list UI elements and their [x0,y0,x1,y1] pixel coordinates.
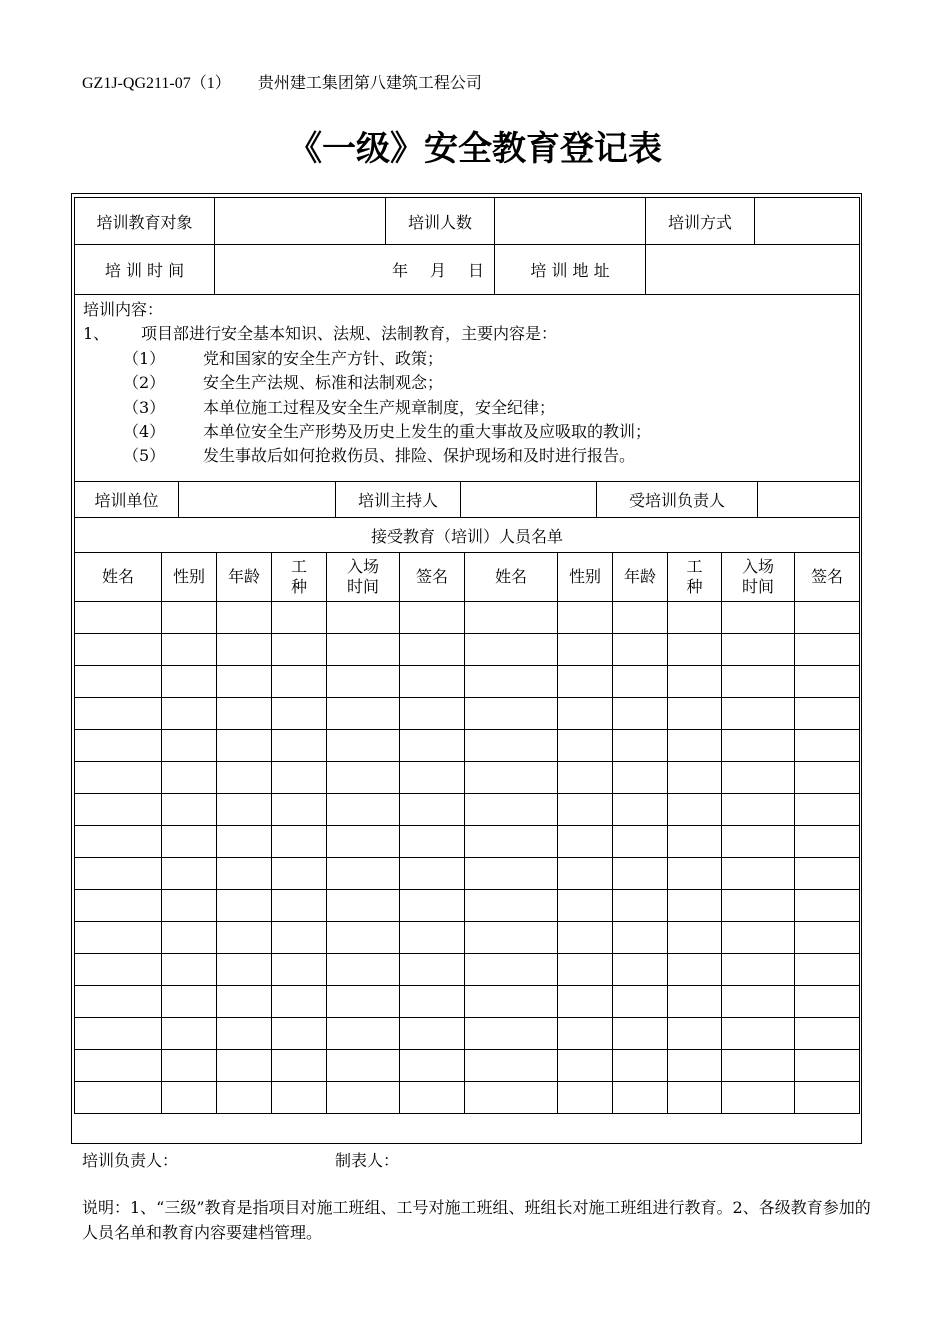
roster-cell[interactable] [400,698,465,730]
roster-cell[interactable] [327,1050,400,1082]
roster-cell[interactable] [795,922,860,954]
count-label: 培训人数 [386,198,495,245]
date-field[interactable] [215,245,495,295]
roster-cell[interactable] [217,826,272,858]
roster-cell[interactable] [162,762,217,794]
roster-cell[interactable] [465,986,558,1018]
roster-cell[interactable] [400,730,465,762]
content-subitem: （2） 安全生产法规、标准和法制观念； [123,373,444,393]
roster-cell[interactable] [465,890,558,922]
table-row [75,730,860,762]
page-title: 《一级》安全教育登记表 [288,129,662,169]
signature-line [82,1148,400,1171]
table-row [75,698,860,730]
roster-cell[interactable] [162,1050,217,1082]
roster-cell[interactable] [613,858,668,890]
roster-cell[interactable] [613,986,668,1018]
roster-cell[interactable] [217,1018,272,1050]
info-table [74,197,860,482]
roster-cell[interactable] [400,858,465,890]
roster-cell[interactable] [722,698,795,730]
content-subitem: （4） 本单位安全生产形势及历史上发生的重大事故及应吸取的教训； [123,422,652,442]
roster-cell[interactable] [722,634,795,666]
target-field[interactable] [215,198,386,245]
table-row [75,890,860,922]
roster-cell[interactable] [558,794,613,826]
roster-cell[interactable] [75,1082,162,1114]
roster-cell[interactable] [558,730,613,762]
roster-cell[interactable] [795,602,860,634]
responsible-label: 受培训负责人 [597,482,758,518]
roster-cell[interactable] [217,602,272,634]
roster-cell[interactable] [668,826,722,858]
roster-cell[interactable] [558,634,613,666]
roster-cell[interactable] [668,954,722,986]
roster-cell[interactable] [613,1082,668,1114]
unit-label: 培训单位 [75,482,179,518]
table-row [75,634,860,666]
company-name: 贵州建工集团第八建筑工程公司 [257,73,482,92]
roster-cell[interactable] [668,986,722,1018]
roster-cell[interactable] [558,890,613,922]
roster-cell[interactable] [217,954,272,986]
roster-cell[interactable] [465,762,558,794]
roster-cell[interactable] [75,986,162,1018]
roster-cell[interactable] [217,1082,272,1114]
roster-cell[interactable] [272,698,327,730]
roster-column-header: 性别 [558,553,613,602]
roster-cell[interactable] [558,922,613,954]
training-content [75,295,860,482]
roster-cell[interactable] [217,986,272,1018]
table-row [75,794,860,826]
roster-cell[interactable] [722,858,795,890]
date-year: 年 [391,261,408,280]
roster-cell[interactable] [795,858,860,890]
unit-table [74,481,860,518]
roster-cell[interactable] [465,698,558,730]
roster-cell[interactable] [668,1082,722,1114]
roster-cell[interactable] [400,1018,465,1050]
roster-cell[interactable] [162,666,217,698]
form-header [82,70,482,93]
roster-cell[interactable] [162,1082,217,1114]
roster-cell[interactable] [795,666,860,698]
form-body [74,197,859,1141]
host-label: 培训主持人 [336,482,461,518]
roster-cell[interactable] [465,922,558,954]
roster-cell[interactable] [162,602,217,634]
roster-cell[interactable] [668,666,722,698]
form-code: GZ1J-QG211-07（1） [82,75,231,92]
roster-cell[interactable] [162,986,217,1018]
roster-cell[interactable] [272,1050,327,1082]
roster-cell[interactable] [613,730,668,762]
roster-cell[interactable] [162,890,217,922]
roster-cell[interactable] [272,1018,327,1050]
roster-cell[interactable] [668,794,722,826]
roster-cell[interactable] [217,858,272,890]
roster-cell[interactable] [327,890,400,922]
content-item-1 [83,322,859,346]
content-item-number: 1、 [83,324,110,344]
roster-cell[interactable] [400,1082,465,1114]
roster-cell[interactable] [327,666,400,698]
roster-cell[interactable] [613,954,668,986]
roster-cell[interactable] [327,634,400,666]
roster-cell[interactable] [272,1082,327,1114]
place-field[interactable] [646,245,860,295]
roster-cell[interactable] [327,922,400,954]
roster-cell[interactable] [465,602,558,634]
roster-column-header: 签名 [400,553,465,602]
roster-cell[interactable] [795,634,860,666]
roster-column-header: 性别 [162,553,217,602]
roster-cell[interactable] [613,698,668,730]
roster-cell[interactable] [795,986,860,1018]
roster-cell[interactable] [217,1050,272,1082]
roster-cell[interactable] [272,730,327,762]
roster-cell[interactable] [75,858,162,890]
roster-cell[interactable] [75,602,162,634]
roster-cell[interactable] [327,794,400,826]
roster-cell[interactable] [558,762,613,794]
roster-cell[interactable] [722,602,795,634]
roster-cell[interactable] [272,858,327,890]
roster-cell[interactable] [327,762,400,794]
host-field[interactable] [461,482,597,518]
roster-cell[interactable] [722,794,795,826]
roster-cell[interactable] [558,602,613,634]
roster-cell[interactable] [722,1018,795,1050]
table-row [75,602,860,634]
table-row [75,954,860,986]
roster-cell[interactable] [75,634,162,666]
roster-cell[interactable] [722,826,795,858]
roster-cell[interactable] [327,858,400,890]
roster-cell[interactable] [217,762,272,794]
roster-column-header: 工 种 [668,553,722,602]
roster-cell[interactable] [162,794,217,826]
roster-column-header: 入场 时间 [327,553,400,602]
roster-cell[interactable] [272,922,327,954]
roster-cell[interactable] [613,890,668,922]
roster-column-header: 工 种 [272,553,327,602]
roster-column-header: 年龄 [217,553,272,602]
explanation-note: 说明：1、“三级”教育是指项目对施工班组、工号对施工班组、班组长对施工班组进行教育。2、各级教育参加的人员名单和教育内容要建档管理。 [82,1198,871,1242]
roster-cell[interactable] [668,730,722,762]
roster-cell[interactable] [465,634,558,666]
roster-cell[interactable] [75,666,162,698]
roster-cell[interactable] [75,890,162,922]
roster-cell[interactable] [722,1050,795,1082]
roster-cell[interactable] [400,826,465,858]
roster-cell[interactable] [327,730,400,762]
roster-cell[interactable] [272,602,327,634]
roster-cell[interactable] [668,602,722,634]
roster-column-header: 姓名 [75,553,162,602]
roster-cell[interactable] [162,858,217,890]
roster-cell[interactable] [795,1018,860,1050]
roster-cell[interactable] [400,666,465,698]
roster-cell[interactable] [795,762,860,794]
table-row [75,826,860,858]
roster-cell[interactable] [558,954,613,986]
roster-cell[interactable] [668,1050,722,1082]
roster-cell[interactable] [400,762,465,794]
roster-cell[interactable] [613,666,668,698]
roster-cell[interactable] [162,698,217,730]
roster-column-header: 入场 时间 [722,553,795,602]
table-row [75,922,860,954]
roster-cell[interactable] [465,666,558,698]
roster-cell[interactable] [75,1018,162,1050]
table-row [75,1018,860,1050]
roster-cell[interactable] [327,602,400,634]
roster-cell[interactable] [162,922,217,954]
roster-column-header: 签名 [795,553,860,602]
roster-cell[interactable] [400,986,465,1018]
roster-cell[interactable] [217,698,272,730]
roster-cell[interactable] [465,730,558,762]
roster-cell[interactable] [795,890,860,922]
roster-cell[interactable] [400,1050,465,1082]
roster-cell[interactable] [272,794,327,826]
roster-cell[interactable] [272,666,327,698]
roster-table [74,517,860,1114]
roster-cell[interactable] [327,826,400,858]
roster-cell[interactable] [722,890,795,922]
roster-cell[interactable] [668,698,722,730]
responsible-field[interactable] [758,482,860,518]
roster-cell[interactable] [162,954,217,986]
roster-cell[interactable] [465,954,558,986]
unit-field[interactable] [179,482,336,518]
roster-cell[interactable] [613,1018,668,1050]
roster-cell[interactable] [465,1050,558,1082]
time-label: 培 训 时 间 [75,245,215,295]
roster-cell[interactable] [613,762,668,794]
content-heading: 培训内容： [83,300,164,319]
table-row [75,986,860,1018]
roster-cell[interactable] [75,762,162,794]
roster-cell[interactable] [327,1018,400,1050]
roster-cell[interactable] [558,1082,613,1114]
roster-cell[interactable] [722,922,795,954]
roster-cell[interactable] [217,922,272,954]
roster-cell[interactable] [272,762,327,794]
roster-cell[interactable] [327,954,400,986]
roster-cell[interactable] [795,1082,860,1114]
roster-cell[interactable] [400,922,465,954]
roster-cell[interactable] [722,730,795,762]
roster-cell[interactable] [613,1050,668,1082]
content-subitem: （1） 党和国家的安全生产方针、政策； [123,348,444,368]
table-row [75,1050,860,1082]
roster-cell[interactable] [465,1018,558,1050]
roster-cell[interactable] [272,954,327,986]
roster-column-header: 年龄 [613,553,668,602]
roster-cell[interactable] [217,730,272,762]
roster-cell[interactable] [795,954,860,986]
roster-cell[interactable] [465,1082,558,1114]
roster-cell[interactable] [722,666,795,698]
roster-cell[interactable] [327,698,400,730]
roster-cell[interactable] [613,794,668,826]
roster-cell[interactable] [400,602,465,634]
table-row [75,858,860,890]
roster-cell[interactable] [613,922,668,954]
roster-cell[interactable] [465,826,558,858]
roster-cell[interactable] [217,634,272,666]
table-row [75,1082,860,1114]
roster-cell[interactable] [722,986,795,1018]
table-row [75,762,860,794]
roster-cell[interactable] [722,954,795,986]
roster-cell[interactable] [217,794,272,826]
roster-cell[interactable] [668,858,722,890]
roster-cell[interactable] [162,1018,217,1050]
roster-cell[interactable] [722,1082,795,1114]
roster-cell[interactable] [162,826,217,858]
roster-cell[interactable] [558,826,613,858]
roster-cell[interactable] [722,762,795,794]
roster-cell[interactable] [400,794,465,826]
roster-cell[interactable] [75,1050,162,1082]
roster-cell[interactable] [75,826,162,858]
roster-cell[interactable] [668,890,722,922]
roster-cell[interactable] [217,666,272,698]
roster-cell[interactable] [668,1018,722,1050]
roster-cell[interactable] [668,634,722,666]
place-label: 培 训 地 址 [495,245,646,295]
date-day: 日 [467,261,484,280]
roster-cell[interactable] [558,986,613,1018]
roster-cell[interactable] [75,794,162,826]
roster-cell[interactable] [400,634,465,666]
roster-cell[interactable] [75,922,162,954]
roster-cell[interactable] [217,890,272,922]
roster-cell[interactable] [75,730,162,762]
roster-cell[interactable] [613,602,668,634]
table-row [75,666,860,698]
method-label: 培训方式 [646,198,755,245]
roster-cell[interactable] [465,794,558,826]
roster-cell[interactable] [613,634,668,666]
roster-cell[interactable] [558,1050,613,1082]
roster-cell[interactable] [613,826,668,858]
roster-cell[interactable] [465,858,558,890]
roster-cell[interactable] [75,698,162,730]
content-subitem: （5） 发生事故后如何抢救伤员、排险、保护现场和及时进行报告。 [123,446,636,466]
roster-cell[interactable] [668,922,722,954]
date-month: 月 [429,261,446,280]
roster-column-header: 姓名 [465,553,558,602]
roster-cell[interactable] [400,890,465,922]
roster-cell[interactable] [558,858,613,890]
roster-cell[interactable] [795,794,860,826]
content-subitem: （3） 本单位施工过程及安全生产规章制度，安全纪律； [123,397,556,417]
training-responsible-label: 培训负责人： [82,1151,179,1170]
form-maker-label: 制表人： [335,1151,400,1170]
roster-cell[interactable] [558,698,613,730]
roster-cell[interactable] [400,954,465,986]
method-field[interactable] [755,198,860,245]
roster-cell[interactable] [558,1018,613,1050]
roster-cell[interactable] [272,986,327,1018]
roster-cell[interactable] [795,730,860,762]
roster-cell[interactable] [327,986,400,1018]
roster-cell[interactable] [558,666,613,698]
roster-cell[interactable] [795,826,860,858]
roster-cell[interactable] [272,634,327,666]
roster-cell[interactable] [162,730,217,762]
roster-cell[interactable] [327,1082,400,1114]
content-item-text: 项目部进行安全基本知识、法规、法制教育，主要内容是： [141,324,558,344]
roster-cell[interactable] [272,890,327,922]
target-label: 培训教育对象 [75,198,215,245]
count-field[interactable] [495,198,646,245]
roster-cell[interactable] [272,826,327,858]
roster-cell[interactable] [668,762,722,794]
roster-cell[interactable] [162,634,217,666]
roster-cell[interactable] [75,954,162,986]
roster-cell[interactable] [795,1050,860,1082]
roster-caption: 接受教育（培训）人员名单 [75,518,860,553]
roster-cell[interactable] [795,698,860,730]
